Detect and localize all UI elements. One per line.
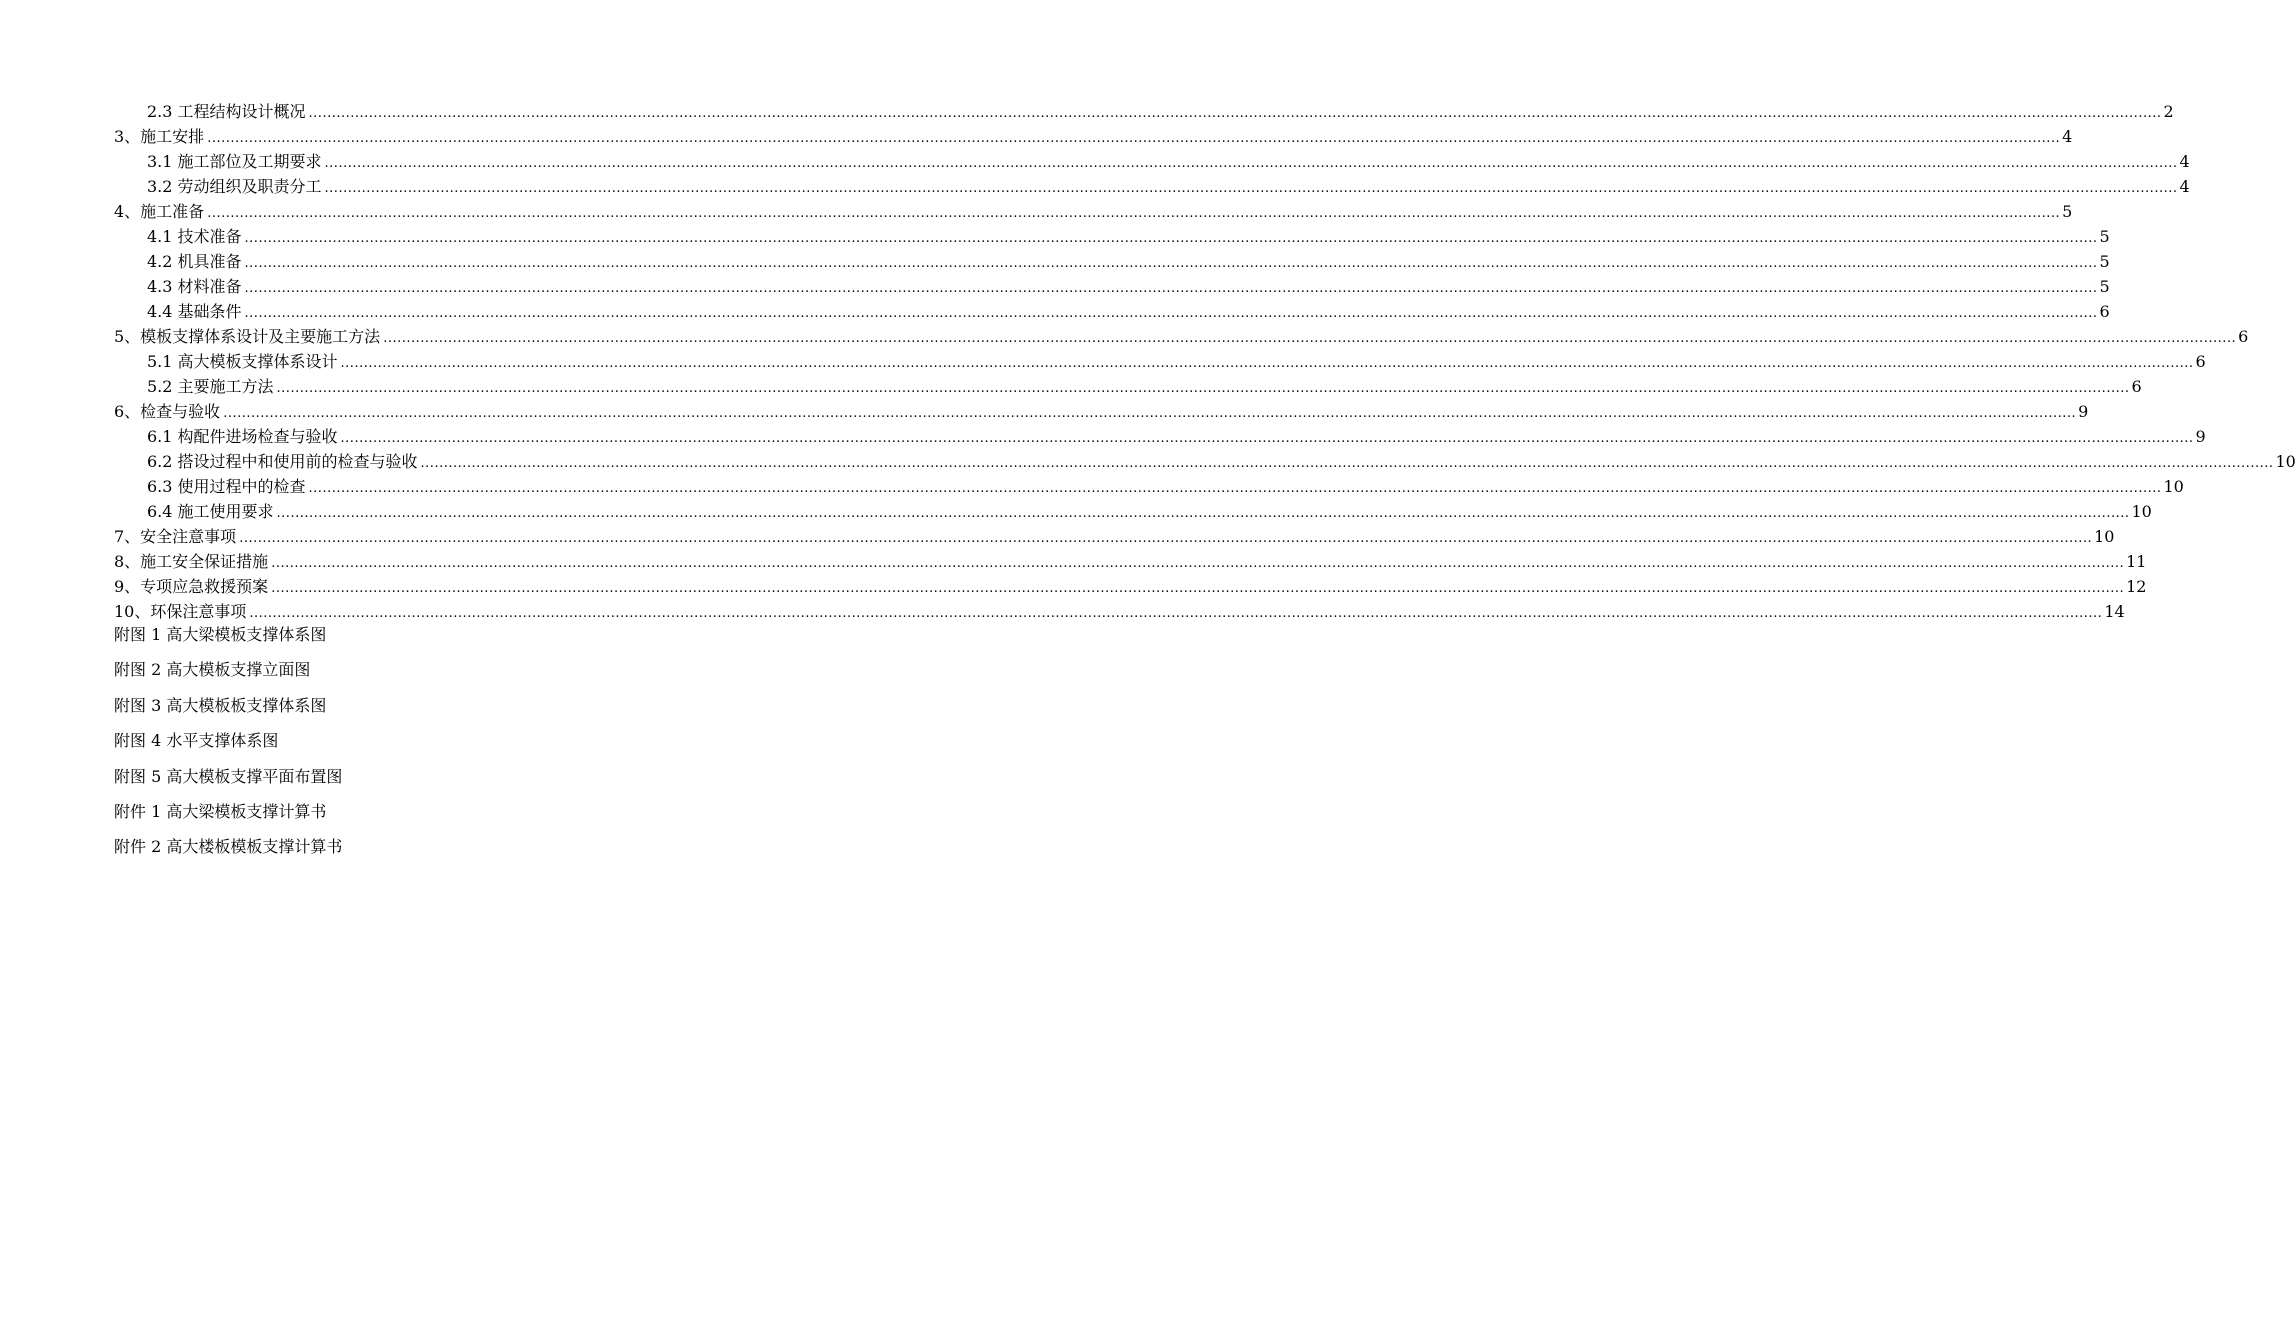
toc-dot-leader: ................................................................................................................................................................................................................................................................................................................................................................................................................: [244, 306, 2098, 321]
toc-entry-page-number: 10: [2275, 452, 2296, 471]
toc-entry-page-number: 10: [2094, 527, 2115, 546]
appendix-list: [114, 622, 860, 870]
toc-entry-page-number: 6: [2195, 352, 2206, 371]
toc-entry-title: 6.4 施工使用要求: [147, 499, 275, 524]
toc-entry-title: 4.4 基础条件: [147, 299, 243, 324]
toc-entry-title: 3.1 施工部位及工期要求: [147, 149, 323, 174]
toc-entry-page-number: 11: [2126, 552, 2147, 571]
toc-entry[interactable]: [114, 299, 2110, 324]
toc-entry-page-number: 5: [2099, 277, 2110, 296]
toc-dot-leader: ................................................................................................................................................................................................................................................................................................................................................................................................................: [244, 281, 2098, 296]
toc-entry-title: 4.2 机具准备: [147, 249, 243, 274]
toc-entry[interactable]: [114, 424, 2206, 449]
toc-entry-title: 10、环保注意事项: [114, 599, 247, 624]
toc-entry-title: 9、专项应急救援预案: [114, 574, 269, 599]
toc-dot-leader: ................................................................................................................................................................................................................................................................................................................................................................................................................: [271, 556, 2125, 571]
toc-dot-leader: ................................................................................................................................................................................................................................................................................................................................................................................................................: [244, 256, 2098, 271]
toc-entry-title: 5、模板支撑体系设计及主要施工方法: [114, 324, 381, 349]
toc-dot-leader: ................................................................................................................................................................................................................................................................................................................................................................................................................: [324, 156, 2178, 171]
toc-entry-page-number: 4: [2179, 152, 2190, 171]
toc-entry-title: 5.2 主要施工方法: [147, 374, 275, 399]
toc-entry-title: 8、施工安全保证措施: [114, 549, 269, 574]
toc-entry[interactable]: [114, 199, 2073, 224]
table-of-contents: [114, 99, 2296, 624]
toc-entry[interactable]: [114, 349, 2206, 374]
toc-dot-leader: ................................................................................................................................................................................................................................................................................................................................................................................................................: [420, 456, 2274, 471]
toc-entry-page-number: 4: [2179, 177, 2190, 196]
toc-entry-page-number: 2: [2163, 102, 2174, 121]
toc-entry[interactable]: [114, 599, 2125, 624]
toc-entry[interactable]: [114, 224, 2110, 249]
toc-entry[interactable]: [114, 249, 2110, 274]
toc-entry[interactable]: [114, 99, 2174, 124]
toc-entry-title: 4.1 技术准备: [147, 224, 243, 249]
toc-entry-page-number: 12: [2126, 577, 2147, 596]
toc-entry-page-number: 5: [2062, 202, 2073, 221]
toc-entry-title: 3.2 劳动组织及职责分工: [147, 174, 323, 199]
toc-entry-page-number: 5: [2099, 252, 2110, 271]
toc-entry-page-number: 5: [2099, 227, 2110, 246]
toc-entry-page-number: 14: [2104, 602, 2125, 621]
appendix-item: 附件 1 高大梁模板支撑计算书: [114, 801, 327, 821]
toc-entry-page-number: 6: [2099, 302, 2110, 321]
toc-entry-page-number: 10: [2163, 477, 2184, 496]
toc-entry[interactable]: [114, 324, 2249, 349]
toc-entry-title: 3、施工安排: [114, 124, 205, 149]
toc-dot-leader: ................................................................................................................................................................................................................................................................................................................................................................................................................: [207, 206, 2061, 221]
toc-entry[interactable]: [114, 274, 2110, 299]
toc-dot-leader: ................................................................................................................................................................................................................................................................................................................................................................................................................: [207, 131, 2061, 146]
toc-dot-leader: ................................................................................................................................................................................................................................................................................................................................................................................................................: [324, 181, 2178, 196]
toc-dot-leader: ................................................................................................................................................................................................................................................................................................................................................................................................................: [271, 581, 2125, 596]
toc-entry[interactable]: [114, 449, 2296, 474]
toc-entry-title: 7、安全注意事项: [114, 524, 237, 549]
toc-entry-title: 6.1 构配件进场检查与验收: [147, 424, 339, 449]
toc-entry[interactable]: [114, 399, 2089, 424]
toc-dot-leader: ................................................................................................................................................................................................................................................................................................................................................................................................................: [239, 531, 2093, 546]
toc-dot-leader: ................................................................................................................................................................................................................................................................................................................................................................................................................: [340, 431, 2194, 446]
toc-dot-leader: ................................................................................................................................................................................................................................................................................................................................................................................................................: [276, 506, 2130, 521]
toc-entry-title: 5.1 高大模板支撑体系设计: [147, 349, 339, 374]
appendix-item: 附图 1 高大梁模板支撑体系图: [114, 625, 327, 644]
appendix-item: 附图 2 高大模板支撑立面图: [114, 660, 311, 680]
toc-dot-leader: ................................................................................................................................................................................................................................................................................................................................................................................................................: [249, 606, 2103, 621]
toc-entry[interactable]: [114, 574, 2147, 599]
toc-entry-page-number: 9: [2078, 402, 2089, 421]
toc-entry-page-number: 9: [2195, 427, 2206, 446]
toc-entry-title: 6.2 搭设过程中和使用前的检查与验收: [147, 449, 419, 474]
toc-entry[interactable]: [114, 524, 2115, 549]
toc-dot-leader: ................................................................................................................................................................................................................................................................................................................................................................................................................: [383, 331, 2237, 346]
appendix-item: 附图 5 高大模板支撑平面布置图: [114, 766, 343, 786]
appendix-item: 附件 2 高大楼板模板支撑计算书: [114, 837, 343, 857]
toc-entry-page-number: 6: [2131, 377, 2142, 396]
toc-dot-leader: ................................................................................................................................................................................................................................................................................................................................................................................................................: [340, 356, 2194, 371]
appendix-item: 附图 4 水平支撑体系图: [114, 731, 279, 751]
toc-entry[interactable]: [114, 374, 2142, 399]
toc-dot-leader: ................................................................................................................................................................................................................................................................................................................................................................................................................: [223, 406, 2077, 421]
toc-entry[interactable]: [114, 124, 2073, 149]
appendix-item: 附图 3 高大模板板支撑体系图: [114, 695, 327, 715]
toc-dot-leader: ................................................................................................................................................................................................................................................................................................................................................................................................................: [308, 481, 2162, 496]
toc-entry-page-number: 6: [2238, 327, 2249, 346]
toc-entry[interactable]: [114, 474, 2184, 499]
toc-entry[interactable]: [114, 174, 2190, 199]
toc-entry-title: 4、施工准备: [114, 199, 205, 224]
toc-entry-title: 2.3 工程结构设计概况: [147, 99, 307, 124]
toc-entry[interactable]: [114, 549, 2147, 574]
toc-entry[interactable]: [114, 149, 2190, 174]
toc-dot-leader: ................................................................................................................................................................................................................................................................................................................................................................................................................: [244, 231, 2098, 246]
toc-dot-leader: ................................................................................................................................................................................................................................................................................................................................................................................................................: [276, 381, 2130, 396]
toc-entry-title: 6、检查与验收: [114, 399, 221, 424]
toc-dot-leader: ................................................................................................................................................................................................................................................................................................................................................................................................................: [308, 106, 2162, 121]
toc-entry-page-number: 4: [2062, 127, 2073, 146]
toc-entry-title: 4.3 材料准备: [147, 274, 243, 299]
toc-entry[interactable]: [114, 499, 2152, 524]
toc-entry-page-number: 10: [2131, 502, 2152, 521]
toc-entry-title: 6.3 使用过程中的检查: [147, 474, 307, 499]
